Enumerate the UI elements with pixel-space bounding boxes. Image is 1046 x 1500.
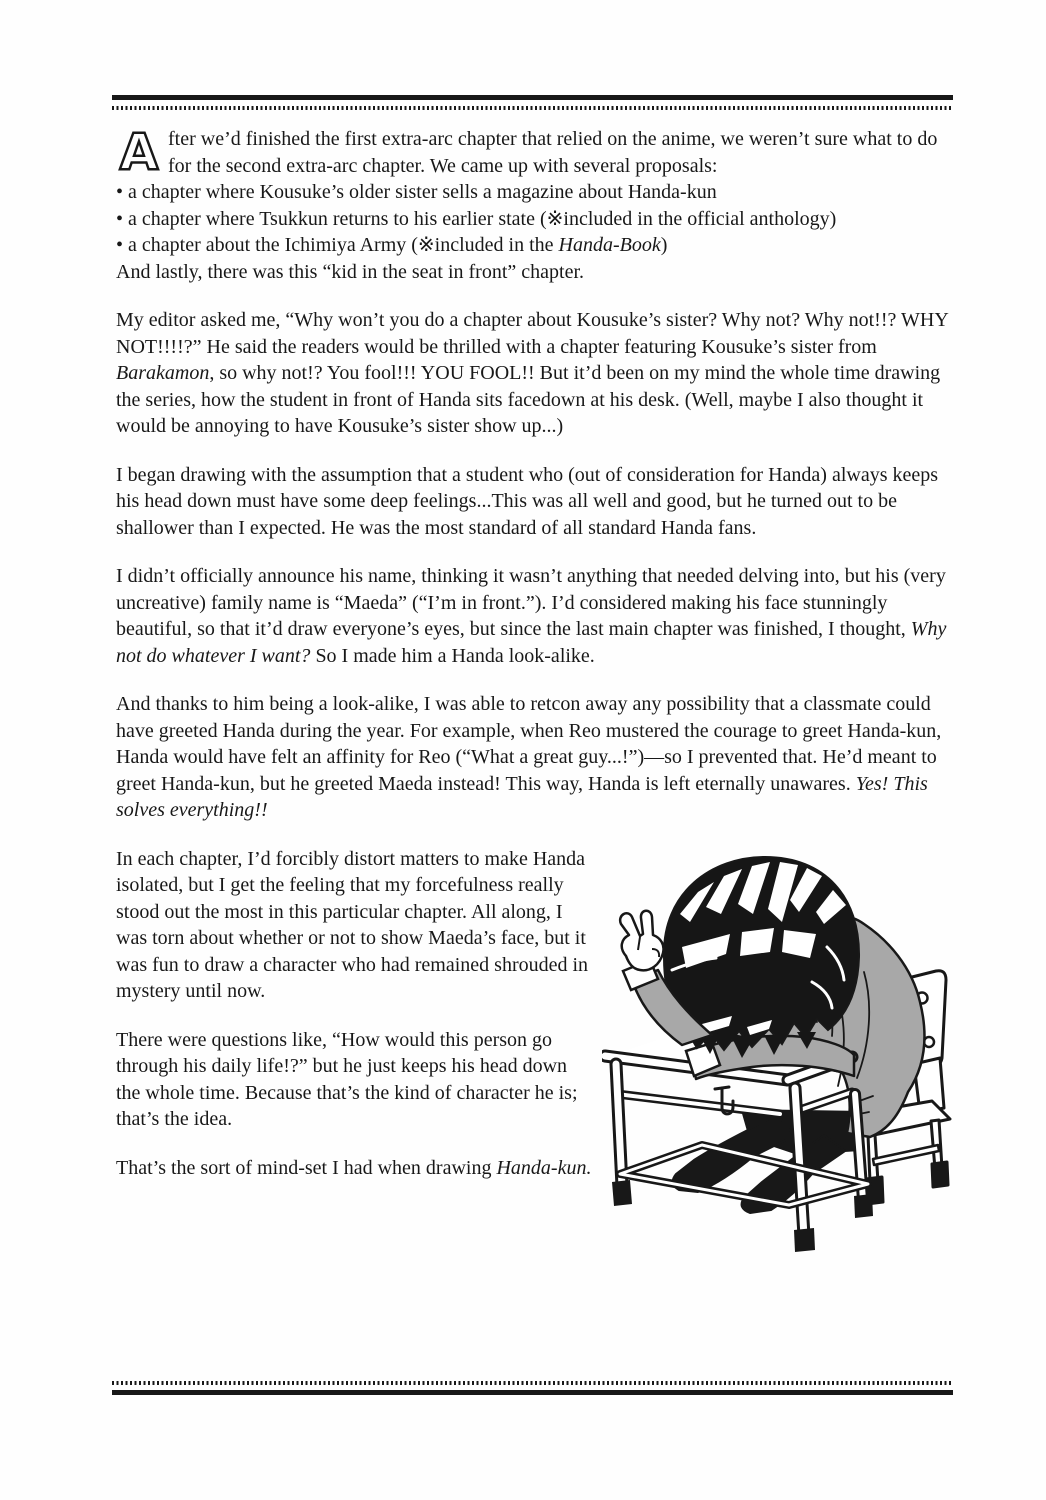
top-dotted-line [112,106,953,110]
proposal-item: • a chapter where Kousuke’s older sister sells a magazine about Handa-kun [116,179,952,206]
bottom-border-rule [112,1381,953,1395]
bottom-dotted-line [112,1381,953,1385]
paragraph-questions: There were questions like, “How would this person go through his daily life!?” but he just keeps his head down the whole time. Because that’s the kind of character he is; that’s the idea. [116,1028,578,1130]
drop-cap: A [119,123,159,181]
bottom-solid-line [112,1390,953,1395]
afterword-text [116,123,952,1252]
sleeping-student-illustration [602,824,952,1252]
paragraph-assumption: I began drawing with the assumption that a student who (out of consideration for Handa) always keeps his head down must have some deep feelings...This was all well and good, but he turned out to be shallower than I expected. He was the most standard of all standard Handa fans. [116,463,939,539]
paragraph-intro [116,123,952,181]
peace-sign-hand [620,910,663,970]
top-solid-line [112,95,953,100]
paragraph-lastly: And lastly, there was this “kid in the seat in front” chapter. [116,260,585,283]
paragraph-mindset: That’s the sort of mind-set I had when drawing Handa-kun. [116,1156,592,1179]
paragraph-retcon: And thanks to him being a look-alike, I was able to retcon away any possibility that a classmate could have greeted Handa during the year. For example, when Reo mustered the courage to greet Handa-kun, Handa would have felt an affinity for Reo (“What a great guy...!”)—so I prevented that. He’d meant to greet Handa-kun, but he greeted Maeda instead! This way, Handa is left eternally unawares. Yes! This solves everything!! [116,693,942,821]
intro-text: fter we’d finished the first extra-arc chapter that relied on the anime, we weren’t sure what to do for the second extra-arc chapter. We came up with several proposals: [168,128,938,177]
sleeping-student-svg [602,852,952,1252]
paragraph-isolated: In each chapter, I’d forcibly distort matters to make Handa isolated, but I get the feeling that my forcefulness really stood out the most in this particular chapter. All along, I was torn about whether or not to show Maeda’s face, but it was fun to draw a character who had remained shrouded in mystery until now. [116,847,589,1002]
paragraph-name: I didn’t officially announce his name, thinking it wasn’t anything that needed delving into, but his (very uncreative) family name is “Maeda” (“I’m in front.”). I’d considered making his face stunningly beautiful, so that it’d draw everyone’s eyes, but since the last main chapter was finished, I thought, Why not do whatever I want? So I made him a Handa look-alike. [116,565,947,667]
proposal-item: • a chapter about the Ichimiya Army (※included in the Handa-Book) [116,232,952,259]
proposal-list [116,179,952,259]
top-border-rule [112,95,953,110]
paragraph-editor: My editor asked me, “Why won’t you do a chapter about Kousuke’s sister? Why not? Why not!!? WHY NOT!!!!?” He said the readers would be thrilled with a chapter featuring Kousuke’s sister from Barakamon, so why not!? You fool!!! YOU FOOL!! But it’d been on my mind the whole time drawing the series, how the student in front of Handa sits facedown at his desk. (Well, maybe I also thought it would be annoying to have Kousuke’s sister show up...) [116,309,949,437]
proposal-item: • a chapter where Tsukkun returns to his earlier state (※included in the official anthology) [116,206,952,233]
